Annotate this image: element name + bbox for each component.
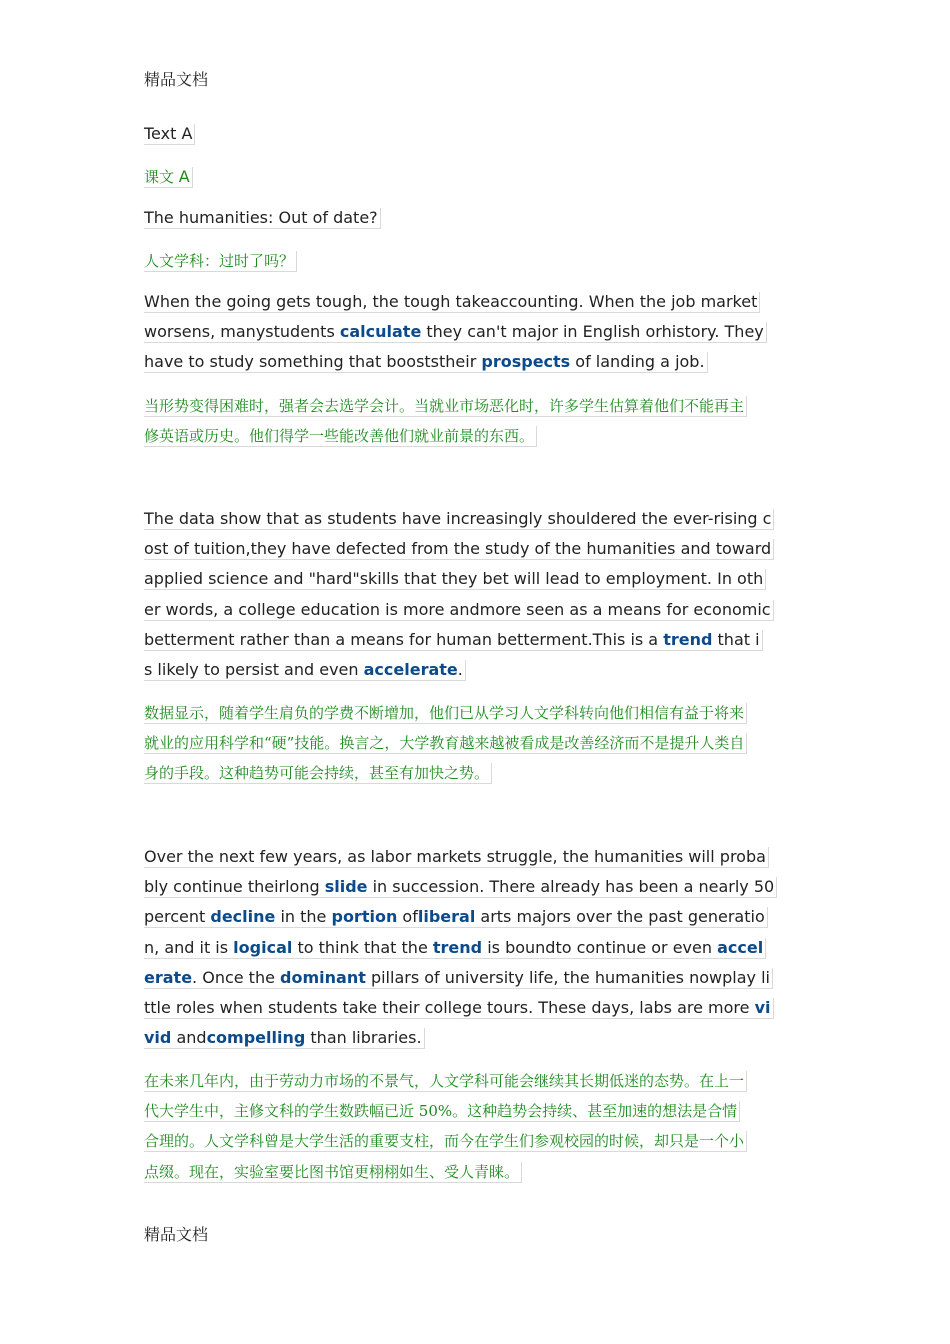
vocabulary-keyword: trend (432, 937, 483, 957)
vocabulary-keyword: portion (331, 907, 398, 927)
text-segment: of (397, 907, 418, 927)
vocabulary-keyword: compelling (206, 1028, 306, 1048)
text-segment: . (457, 660, 463, 679)
vocabulary-keyword: vid (144, 1028, 172, 1048)
text-segment: er words, a college education is more andmore seen as a means for economic (144, 599, 771, 619)
vocabulary-keyword: trend (663, 629, 713, 649)
text-line (144, 907, 768, 928)
vocabulary-keyword: dominant (280, 967, 366, 987)
watermark-top: 精品文档 (144, 70, 209, 89)
vocabulary-keyword: liberal (417, 907, 476, 927)
text-line (144, 600, 774, 621)
text-segment: is boundto continue or even (482, 937, 718, 957)
text-line (144, 322, 767, 343)
text-segment: in succession. There already has been a nearly 50 (367, 877, 775, 897)
vocabulary-keyword: prospects (481, 352, 571, 372)
translation-line: 就业的应用科学和“硬”技能。换言之，大学教育越来越被看成是改善经济而不是提升人类自 (144, 733, 747, 754)
translation-line: 修英语或历史。他们得学一些能改善他们就业前景的东西。 (144, 426, 537, 447)
text-segment: percent (144, 907, 211, 927)
translation-line: 身的手段。这种趋势可能会持续，甚至有加快之势。 (144, 763, 492, 784)
text-segment: ost of tuition,they have defected from the study of the humanities and toward (144, 539, 772, 559)
vocabulary-keyword: erate (144, 967, 193, 987)
text-title-zh-label: 课文 A (144, 167, 193, 188)
text-line (144, 569, 766, 590)
text-title-label: Text A (144, 124, 195, 145)
text-segment: When the going gets tough, the tough takeaccounting. When the job market (144, 292, 758, 311)
text-line (144, 292, 760, 313)
text-segment: bly continue theirlong (144, 877, 325, 897)
translation-line: 合理的。人文学科曾是大学生活的重要支柱，而今在学生们参观校园的时候，却只是一个小 (144, 1131, 747, 1152)
text-segment: s likely to persist and even (144, 660, 364, 679)
text-line (144, 877, 777, 898)
text-line (144, 630, 763, 651)
text-segment: and (171, 1028, 207, 1048)
text-segment: Over the next few years, as labor markets struggle, the humanities will proba (144, 847, 766, 866)
text-segment: . Once the (192, 967, 281, 987)
text-line (144, 660, 466, 681)
vocabulary-keyword: accelerate (363, 660, 458, 679)
vocabulary-keyword: slide (324, 877, 368, 897)
text-segment: of landing a job. (570, 352, 705, 372)
translation-line: 在未来几年内，由于劳动力市场的不景气，人文学科可能会继续其长期低迷的态势。在上一 (144, 1071, 747, 1092)
text-segment: betterment rather than a means for human betterment.This is a (144, 629, 664, 649)
translation-line: 代大学生中，主修文科的学生数跌幅已近 50%。这种趋势会持续、甚至加速的想法是合情 (144, 1101, 740, 1122)
text-segment: that i (712, 629, 760, 649)
article-heading-label: The humanities: Out of date? (144, 208, 381, 229)
text-line (144, 352, 708, 373)
text-segment: than libraries. (305, 1028, 422, 1048)
translation-line: 点缀。现在，实验室要比图书馆更栩栩如生、受人青睐。 (144, 1162, 522, 1183)
translation-line: 数据显示，随着学生肩负的学费不断增加，他们已从学习人文学科转向他们相信有益于将来 (144, 703, 747, 724)
text-segment: n, and it is (144, 937, 234, 957)
vocabulary-keyword: logical (233, 937, 293, 957)
text-line (144, 539, 774, 560)
article-heading (144, 208, 381, 229)
text-line (144, 968, 773, 989)
text-segment: they can't major in English orhistory. They (421, 322, 764, 342)
watermark-bottom: 精品文档 (144, 1225, 209, 1244)
text-segment: to think that the (292, 937, 433, 957)
vocabulary-keyword: decline (210, 907, 276, 927)
text-line (144, 847, 769, 868)
text-segment: worsens, manystudents (144, 322, 340, 342)
text-line (144, 938, 766, 959)
text-line (144, 1028, 425, 1049)
article-heading-zh (144, 251, 297, 272)
text-segment: arts majors over the past generatio (475, 907, 765, 927)
text-line (144, 998, 774, 1019)
text-segment: have to study something that booststheir (144, 352, 482, 372)
text-segment: in the (275, 907, 332, 927)
vocabulary-keyword: vi (754, 998, 771, 1017)
text-segment: The data show that as students have increasingly shouldered the ever-rising c (144, 509, 772, 528)
text-segment: ttle roles when students take their college tours. These days, labs are more (144, 998, 755, 1017)
article-heading-zh-label: 人文学科：过时了吗？ (144, 251, 297, 272)
vocabulary-keyword: calculate (339, 322, 422, 342)
text-title (144, 124, 195, 145)
translation-line: 当形势变得困难时，强者会去选学会计。当就业市场恶化时，许多学生估算着他们不能再主 (144, 396, 747, 417)
text-title-zh (144, 167, 193, 188)
text-line (144, 509, 774, 530)
text-segment: pillars of university life, the humanities nowplay li (365, 967, 770, 987)
text-segment: applied science and "hard"skills that they bet will lead to employment. In oth (144, 569, 764, 589)
vocabulary-keyword: accel (717, 937, 764, 957)
